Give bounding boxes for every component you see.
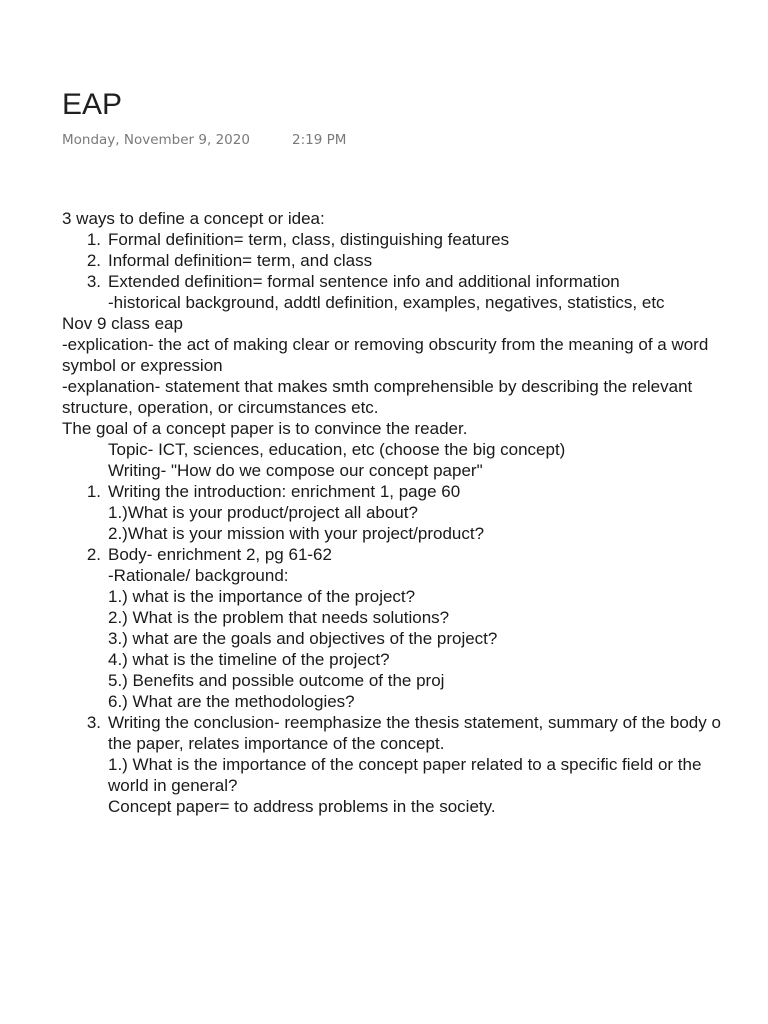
note-line: 4.) what is the timeline of the project? xyxy=(108,650,390,669)
note-line: 1.)What is your product/project all about? xyxy=(108,503,418,522)
note-line: 2.) What is the problem that needs solutions? xyxy=(108,608,450,627)
note-time: 2:19 PM xyxy=(292,132,347,148)
note-timestamp xyxy=(62,131,347,149)
note-line: 6.) What are the methodologies? xyxy=(108,692,355,711)
note-line: Extended definition= formal sentence info and additional information xyxy=(108,272,620,291)
note-line: Writing- "How do we compose our concept paper" xyxy=(108,461,483,480)
note-line: Informal definition= term, and class xyxy=(108,251,373,270)
note-line: -explanation- statement that makes smth comprehensible by describing the relevant xyxy=(62,377,693,396)
note-line: Formal definition= term, class, distinguishing features xyxy=(108,230,510,249)
note-line: -explication- the act of making clear or removing obscurity from the meaning of a word xyxy=(62,335,709,354)
note-line: The goal of a concept paper is to convince the reader. xyxy=(62,419,468,438)
note-line: Writing the conclusion- reemphasize the thesis statement, summary of the body o xyxy=(108,713,721,732)
note-line: Topic- ICT, sciences, education, etc (choose the big concept) xyxy=(108,440,566,459)
list-number: 3. xyxy=(86,272,101,291)
note-line: Concept paper= to address problems in the society. xyxy=(108,797,496,816)
note-line: -Rationale/ background: xyxy=(108,566,289,585)
list-number: 2. xyxy=(86,545,101,564)
note-date: Monday, November 9, 2020 xyxy=(62,132,250,148)
note-line: structure, operation, or circumstances etc. xyxy=(62,398,379,417)
note-line: -historical background, addtl definition, examples, negatives, statistics, etc xyxy=(108,293,665,312)
page-title: EAP xyxy=(62,88,123,121)
note-line: 5.) Benefits and possible outcome of the proj xyxy=(108,671,445,690)
note-line: symbol or expression xyxy=(62,356,223,375)
note-line: Writing the introduction: enrichment 1, page 60 xyxy=(108,482,461,501)
list-number: 3. xyxy=(86,713,101,732)
list-number: 1. xyxy=(86,482,101,501)
note-line: 1.) what is the importance of the project? xyxy=(108,587,416,606)
list-number: 2. xyxy=(86,251,101,270)
note-line: 3.) what are the goals and objectives of the project? xyxy=(108,629,498,648)
note-line: 2.)What is your mission with your project/product? xyxy=(108,524,485,543)
note-line: 1.) What is the importance of the concept paper related to a specific field or the xyxy=(108,755,702,774)
note-line: world in general? xyxy=(108,776,238,795)
note-line: 3 ways to define a concept or idea: xyxy=(62,209,325,228)
note-line: Body- enrichment 2, pg 61-62 xyxy=(108,545,332,564)
note-line: Nov 9 class eap xyxy=(62,314,183,333)
note-line: the paper, relates importance of the concept. xyxy=(108,734,445,753)
list-number: 1. xyxy=(86,230,101,249)
